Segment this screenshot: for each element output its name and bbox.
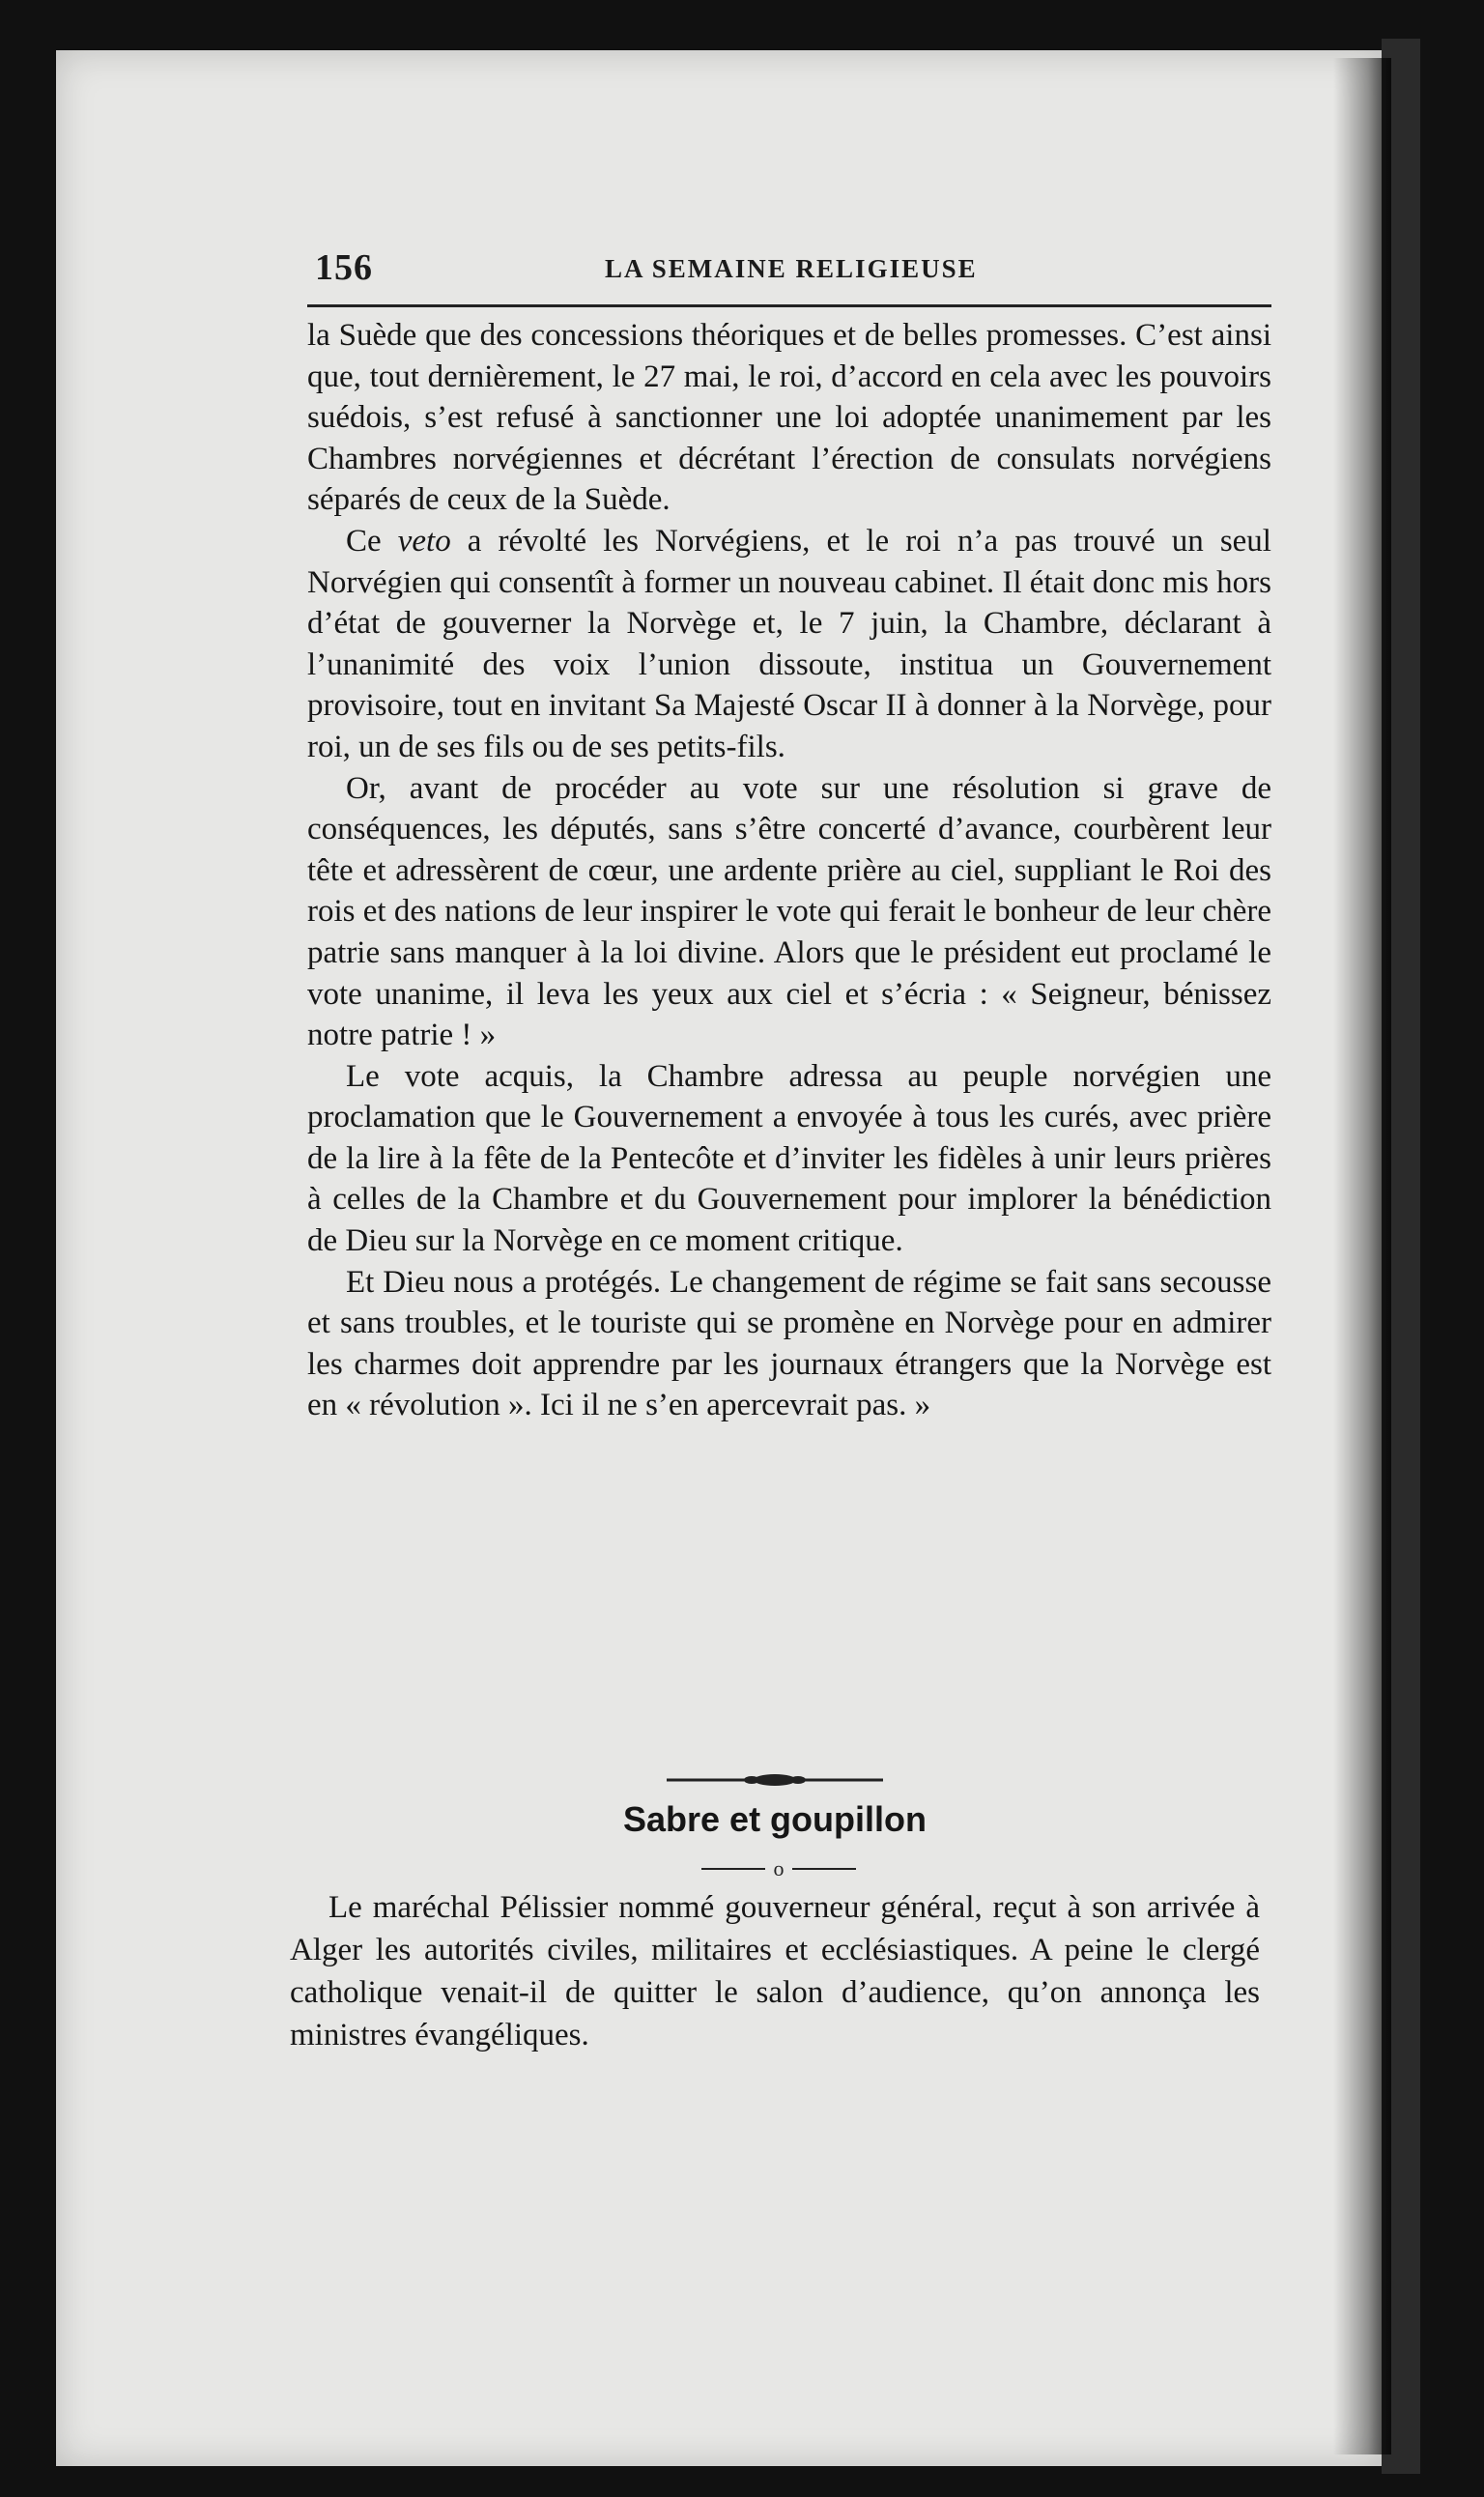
section-ornament-divider — [667, 1770, 883, 1790]
article-paragraph-2: Ce veto a révolté les Norvégiens, et le roi n’a pas trouvé un seul Norvégien qui consentît à former un nouveau cabinet. Il était donc mis hors d’état de gouverner la Norvège et, le 7 juin, la Chambre, déclarant à l’unanimité des voix l’union dissoute, institua un Gouvernement provisoire, tout en invitant Sa Majesté Oscar II à donner à la Norvège, pour roi, un de ses fils ou de ses petits-fils. — [307, 523, 1271, 764]
section-title: Sabre et goupillon — [622, 1799, 927, 1839]
section-sub-divider — [701, 1859, 856, 1879]
section-paragraph-1: Le maréchal Pélissier nommé gouverneur général, reçut à son arrivée à Alger les autorités civiles, militaires et ecclésiastiques. A peine le clergé catholique venait-il de quitter le salon d’audience, qu’on annonça les ministres évangéliques. — [290, 1890, 1260, 2052]
article-body — [307, 315, 1271, 1426]
article-paragraph-3: Or, avant de procéder au vote sur une résolution si grave de conséquences, les députés, sans s’être concerté d’avance, courbèrent leur tête et adressèrent de cœur, une ardente prière au ciel, suppliant le Roi des rois et des nations de leur inspirer le vote qui ferait le bonheur de leur chère patrie sans manquer à la loi divine. Alors que le président eut proclamé le vote unanime, il leva les yeux aux ciel et s’écria : « Seigneur, bénissez notre patrie ! » — [307, 770, 1271, 1053]
journal-title: LA SEMAINE RELIGIEUSE — [605, 254, 978, 283]
page-number: 156 — [315, 247, 373, 288]
article-paragraph-4: Le vote acquis, la Chambre adressa au peuple norvégien une proclamation que le Gouvernement a envoyée à tous les curés, avec prière de la lire à la fête de la Pentecôte et d’inviter les fidèles à unir leurs prières à celles de la Chambre et du Gouvernement pour implorer la bénédiction de Dieu sur la Norvège en ce moment critique. — [307, 1058, 1271, 1259]
section-body — [290, 1886, 1260, 2056]
header-rule — [307, 304, 1271, 307]
veto-emphasis: veto — [397, 523, 451, 559]
page-edge-shadow — [1333, 58, 1391, 2454]
running-head — [315, 246, 1271, 295]
sub-divider-mark: o — [773, 1859, 785, 1879]
article-paragraph-5: Et Dieu nous a protégés. Le changement de régime se fait sans secousse et sans troubles, et le touriste qui se promène en Norvège pour en admirer les charmes doit apprendre par les journaux étrangers que la Norvège est en « révolution ». Ici il ne s’en apercevrait pas. » — [307, 1264, 1271, 1423]
article-paragraph-1: la Suède que des concessions théoriques et de belles promesses. C’est ainsi que, tout dernièrement, le 27 mai, le roi, d’accord en cela avec les pouvoirs suédois, s’est refusé à sanctionner une loi adoptée unanimement par les Chambres norvégiennes et décrétant l’érection de consulats norvégiens séparés de ceux de la Suède. — [307, 318, 1271, 518]
